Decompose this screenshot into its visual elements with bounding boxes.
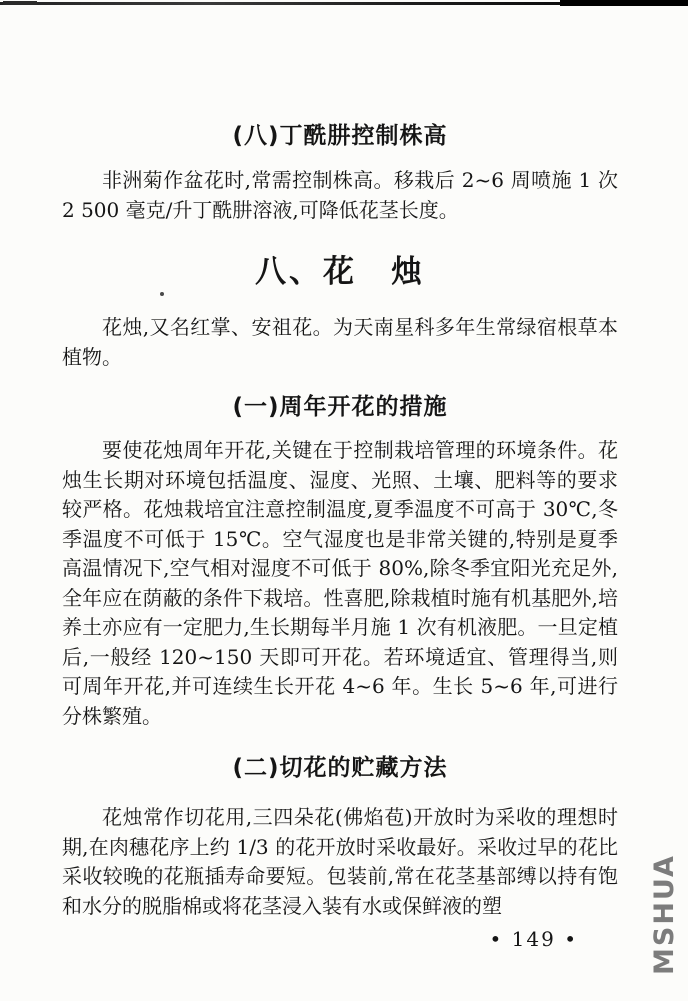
page-number: • 149 • [489,927,578,951]
paragraph-year-round-flowering: 要使花烛周年开花,关键在于控制栽培管理的环境条件。花烛生长期对环境包括温度、湿度、光照、土壤、肥料等的要求较严格。花烛栽培宜注意控制温度,夏季温度不可高于 30℃,冬季温度不可低于 15℃。空气湿度也是非常关键的,特别是夏季高温情况下,空气相对湿度不可低于 80%,除冬季宜阳光充足外,全年应在荫蔽的条件下栽培。性喜肥,除栽植时施有机基肥外,培养土亦应有一定肥力,生长期每半月施 1 次有机液肥。一旦定植后,一般经 120~150 天即可开花。若环境适宜、管理得当,则可周年开花,并可连续生长开花 4~6 年。生长 5~6 年,可进行分株繁殖。 [62,438,618,728]
scan-artifact-top-left [3,1,37,5]
section-heading-cut-flower-storage: (二)切花的贮藏方法 [232,755,448,781]
page-content [62,0,618,954]
paragraph-cut-flower-storage: 花烛常作切花用,三四朵花(佛焰苞)开放时为采收的理想时期,在肉穗花序上约 1/3 的花开放时采收最好。采收过早的花比采收较晚的花瓶插寿命要短。包装前,常在花茎基部缚以持有饱和水分的脱脂棉或将花茎浸入装有水或保鲜液的塑 [62,805,618,918]
section-heading-year-round-flowering: (一)周年开花的措施 [232,394,448,420]
chapter-heading-anthurium: 八、花 烛 [255,254,425,290]
watermark-mshua: MSHUA [649,854,680,975]
paragraph-daminozide-height-control: 非洲菊作盆花时,常需控制株高。移栽后 2~6 周喷施 1 次 2 500 毫克/升丁酰肼溶液,可降低花茎长度。 [62,168,618,222]
section-heading-daminozide-height-control: (八)丁酰肼控制株高 [232,123,448,149]
paragraph-anthurium-intro: 花烛,又名红掌、安祖花。为天南星科多年生常绿宿根草本植物。 [62,315,618,369]
